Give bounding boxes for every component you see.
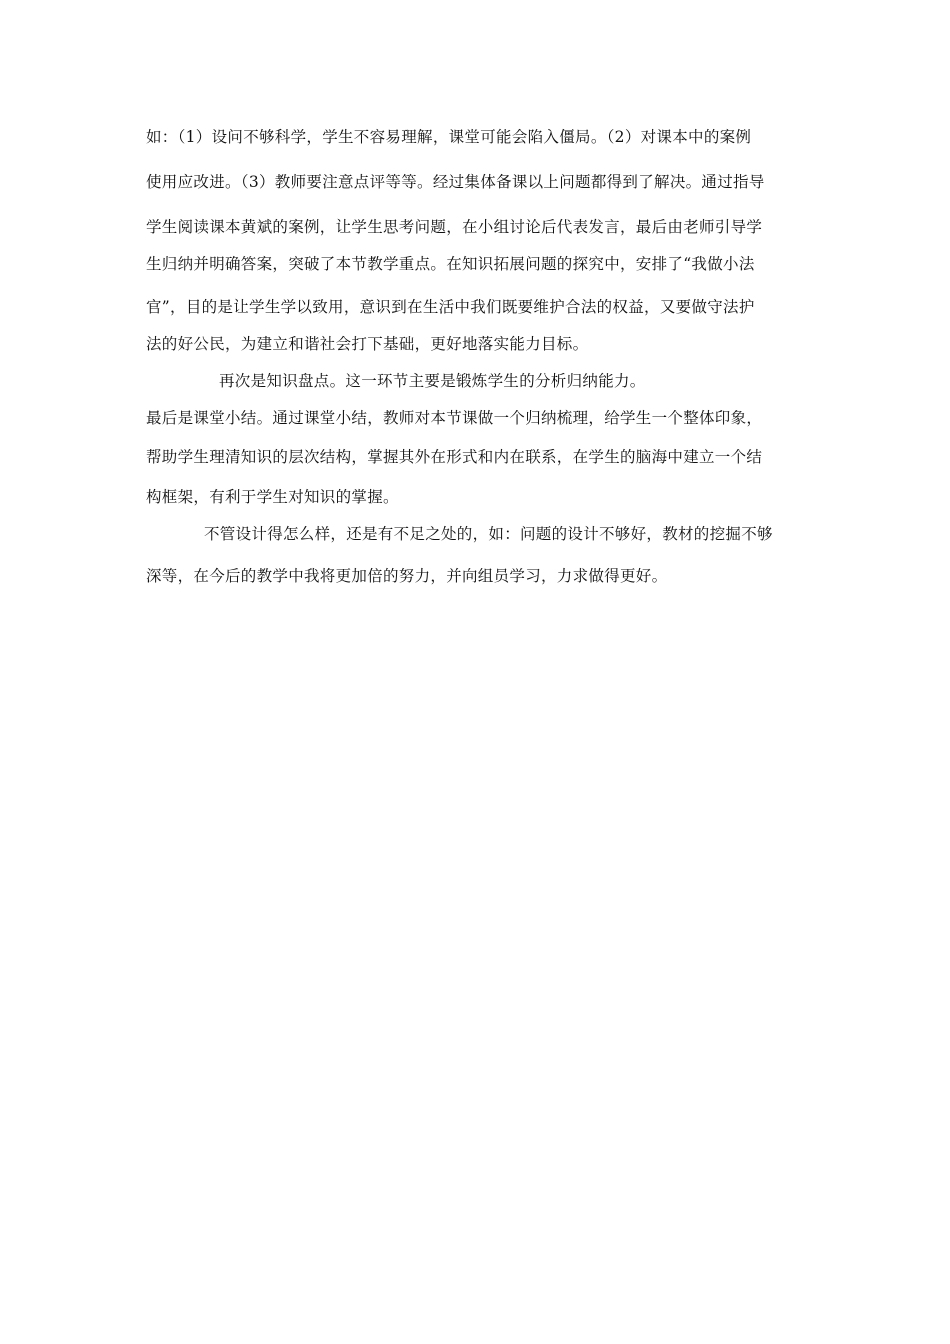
- text-line: 最后是课堂小结。通过课堂小结，教师对本节课做一个归纳梳理，给学生一个整体印象，: [146, 409, 763, 427]
- text-line: 法的好公民，为建立和谐社会打下基础，更好地落实能力目标。: [146, 335, 589, 353]
- text-line: 再次是知识盘点。这一环节主要是锻炼学生的分析归纳能力。: [219, 372, 646, 390]
- text-line: 深等，在今后的教学中我将更加倍的努力，并向组员学习，力求做得更好。: [146, 567, 668, 585]
- text-line: 构框架，有利于学生对知识的掌握。: [146, 488, 399, 506]
- text-line: 帮助学生理清知识的层次结构，掌握其外在形式和内在联系，在学生的脑海中建立一个结: [146, 448, 763, 466]
- text-line: 不管设计得怎么样，还是有不足之处的，如：问题的设计不够好，教材的挖掘不够: [204, 525, 773, 543]
- text-line: 如：（1）设问不够科学，学生不容易理解，课堂可能会陷入僵局。（2）对课本中的案例: [146, 128, 752, 146]
- text-line: 官”，目的是让学生学以致用，意识到在生活中我们既要维护合法的权益，又要做守法护: [146, 298, 755, 316]
- text-line: 学生阅读课本黄斌的案例，让学生思考问题，在小组讨论后代表发言，最后由老师引导学: [146, 218, 763, 236]
- text-line: 使用应改进。（3）教师要注意点评等等。经过集体备课以上问题都得到了解决。通过指导: [146, 173, 765, 191]
- text-line: 生归纳并明确答案，突破了本节教学重点。在知识拓展问题的探究中，安排了“我做小法: [146, 255, 755, 273]
